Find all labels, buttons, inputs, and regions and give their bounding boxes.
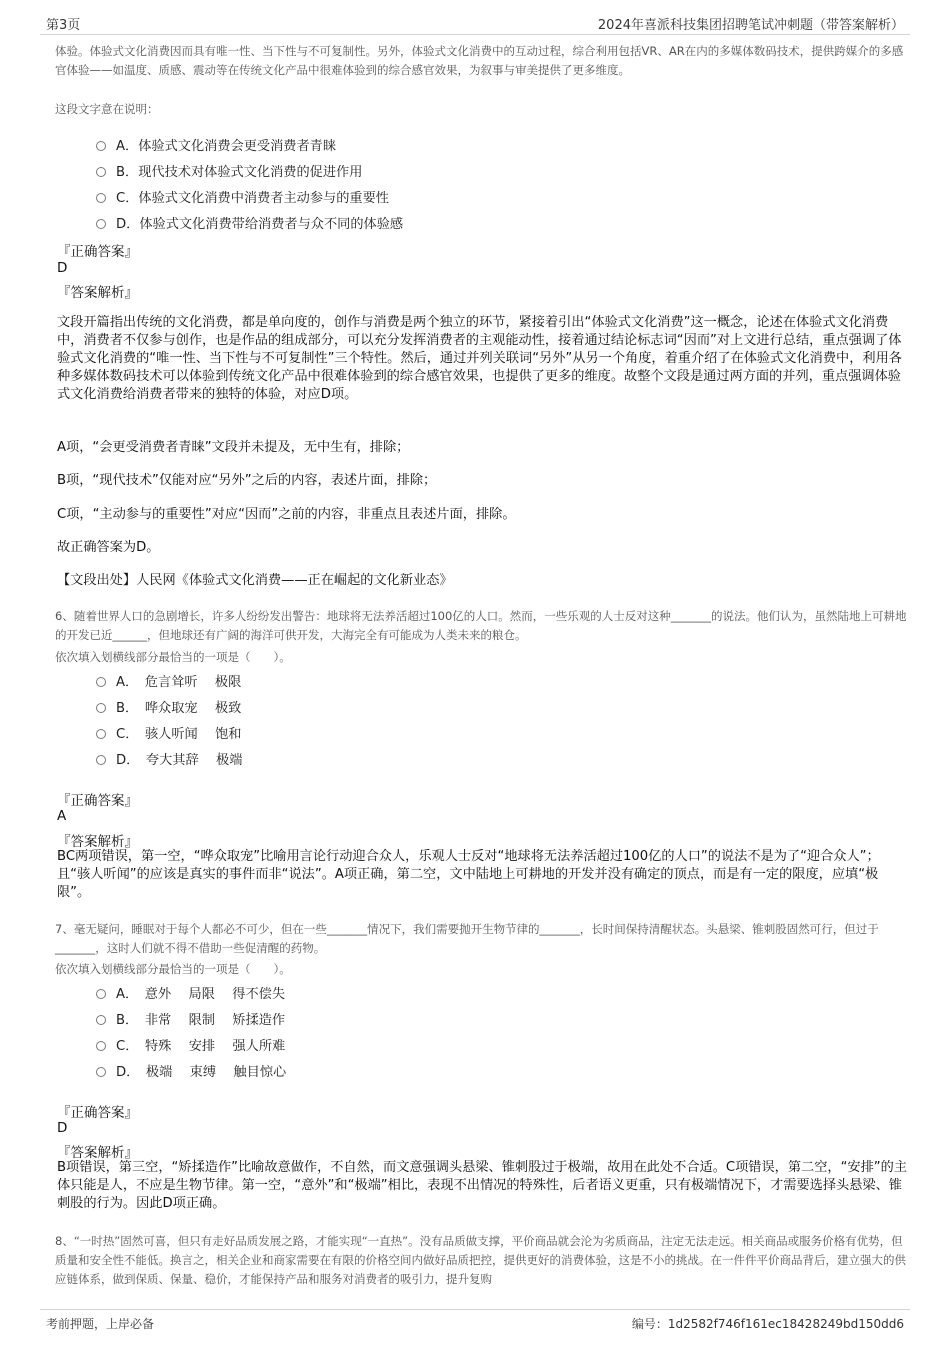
radio-icon[interactable] [96, 989, 106, 999]
radio-icon[interactable] [96, 729, 106, 739]
q7-instruction: 依次填入划横线部分最恰当的一项是（ ）。 [55, 962, 291, 976]
q5-conclusion: 故正确答案为D。 [57, 540, 160, 555]
radio-icon[interactable] [96, 219, 106, 229]
q5-analysis-a: A项，“会更受消费者青睐”文段并未提及，无中生有，排除； [57, 440, 410, 455]
q6-option-a[interactable]: A． 危言耸听 极限 [96, 671, 241, 690]
q6-stem: 6、随着世界人口的急剧增长，许多人纷纷发出警告：地球将无法养活超过100亿的人口。然而，一些乐观的人士反对这种_______的说法。他们认为，虽然陆地上可耕地的开发已近______，但地球还有广阔的海洋可供开发，大海完全有可能成为人类未来的粮仓。 [55, 609, 907, 642]
q6-analysis-label: 『答案解析』 [57, 834, 138, 850]
q5-option-b[interactable]: B．现代技术对体验式文化消费的促进作用 [96, 161, 362, 180]
page-number: 第3页 [46, 18, 81, 33]
q7-analysis-label: 『答案解析』 [57, 1145, 138, 1161]
footer-slogan: 考前押题，上岸必备 [46, 1317, 155, 1331]
q5-analysis-main: 文段开篇指出传统的文化消费，都是单向度的，创作与消费是两个独立的环节，紧接着引出“体验式文化消费”这一概念，论述在体验式文化消费中，消费者不仅参与创作，也是作品的组成部分，可以充分发挥消费者的主观能动性，接着通过结论标志词“因而”对上文进行总结，重点强调了体验式文化消费的“唯一性、当下性与不可复制性”三个特性。然后，通过并列关联词“另外”从另一个角度，着重介绍了在体验式文化消费中，利用各种多媒体数码技术可以体验到传统文化产品中很难体验到的综合感官效果，也提供了更多的维度。故整个文段是通过两方面的并列，重点强调体验式文化消费给消费者带来的独特的体验，对应D项。 [57, 315, 902, 402]
q6-option-b[interactable]: B． 哗众取宠 极致 [96, 697, 241, 716]
q5-prompt: 这段文字意在说明： [55, 102, 159, 116]
q5-analysis-c: C项，“主动参与的重要性”对应“因而”之前的内容，非重点且表述片面，排除。 [57, 507, 516, 522]
q7-stem: 7、毫无疑问，睡眠对于每个人都必不可少，但在一些_______情况下，我们需要抛开生物节律的_______，长时间保持清醒状态。头悬梁、锥刺股固然可行，但过于_______，这时人们就不得不借助一些促清醒的药物。 [55, 922, 879, 955]
q6-option-c[interactable]: C． 骇人听闻 饱和 [96, 723, 242, 742]
q5-option-d[interactable]: D．体验式文化消费带给消费者与众不同的体验感 [96, 213, 403, 232]
radio-icon[interactable] [96, 167, 106, 177]
radio-icon[interactable] [96, 677, 106, 687]
q6-option-d[interactable]: D． 夸大其辞 极端 [96, 749, 242, 768]
q5-passage: 体验。体验式文化消费因而具有唯一性、当下性与不可复制性。另外，体验式文化消费中的互动过程，综合利用包括VR、AR在内的多媒体数码技术，提供跨媒介的多感官体验——如温度、质感、震动等在传统文化产品中很难体验到的综合感官效果，为叙事与审美提供了更多维度。 [55, 44, 904, 77]
page-footer [40, 1309, 910, 1332]
q7-answer: D [57, 1120, 68, 1136]
q7-option-c[interactable]: C． 特殊 安排 强人所难 [96, 1035, 285, 1054]
q5-source: 【文段出处】人民网《体验式文化消费——正在崛起的文化新业态》 [57, 573, 453, 588]
document-title: 2024年喜派科技集团招聘笔试冲刺题（带答案解析） [597, 18, 904, 33]
page-header [40, 12, 910, 35]
q7-answer-label: 『正确答案』 [57, 1105, 138, 1121]
document-id: 编号：1d2582f746f161ec18428249bd150dd6 [631, 1317, 904, 1331]
q5-analysis-b: B项，“现代技术”仅能对应“另外”之后的内容，表述片面，排除； [57, 473, 437, 488]
q5-answer: D [57, 260, 68, 276]
radio-icon[interactable] [96, 703, 106, 713]
q8-stem: 8、“一时热”固然可喜，但只有走好品质发展之路，才能实现“一直热”。没有品质做支撑，平价商品就会沦为劣质商品，注定无法走远。相关商品或服务价格有优势，但质量和安全性不能低。换言之，相关企业和商家需要在有限的价格空间内做好品质把控，提供更好的消费体验，这是不小的挑战。在一件件平价商品背后，建立强大的供应链体系，做到保质、保量、稳价，才能保持产品和服务对消费者的吸引力，提升复购 [55, 1234, 906, 1286]
q6-answer-label: 『正确答案』 [57, 793, 138, 809]
q5-analysis-label: 『答案解析』 [57, 285, 138, 301]
q7-option-d[interactable]: D． 极端 束缚 触目惊心 [96, 1061, 286, 1080]
q7-option-b[interactable]: B． 非常 限制 矫揉造作 [96, 1009, 285, 1028]
radio-icon[interactable] [96, 1041, 106, 1051]
radio-icon[interactable] [96, 1015, 106, 1025]
q6-answer: A [57, 808, 67, 824]
q7-option-a[interactable]: A． 意外 局限 得不偿失 [96, 983, 285, 1002]
q6-analysis: BC两项错误，第一空，“哗众取宠”比喻用言论行动迎合众人，乐观人士反对“地球将无法养活超过100亿的人口”的说法不是为了“迎合众人”；且“骇人听闻”的应该是真实的事件而非“说法”。A项正确，第二空，文中陆地上可耕地的开发并没有确定的顶点，而是有一定的限度，应填“极限”。 [57, 849, 880, 900]
q7-analysis: B项错误，第三空，“矫揉造作”比喻故意做作，不自然，而文意强调头悬梁、锥刺股过于极端，故用在此处不合适。C项错误，第二空，“安排”的主体只能是人，不应是生物节律。第一空，“意外”和“极端”相比，表现不出情况的特殊性，后者语义更重，只有极端情况下，才需要选择头悬梁、锥刺股的行为。因此D项正确。 [57, 1160, 908, 1211]
radio-icon[interactable] [96, 1067, 106, 1077]
q6-instruction: 依次填入划横线部分最恰当的一项是（ ）。 [55, 650, 291, 664]
q5-option-c[interactable]: C．体验式文化消费中消费者主动参与的重要性 [96, 187, 389, 206]
q5-answer-label: 『正确答案』 [57, 244, 138, 260]
radio-icon[interactable] [96, 193, 106, 203]
radio-icon[interactable] [96, 755, 106, 765]
radio-icon[interactable] [96, 141, 106, 151]
q5-option-a[interactable]: A．体验式文化消费会更受消费者青睐 [96, 135, 336, 154]
